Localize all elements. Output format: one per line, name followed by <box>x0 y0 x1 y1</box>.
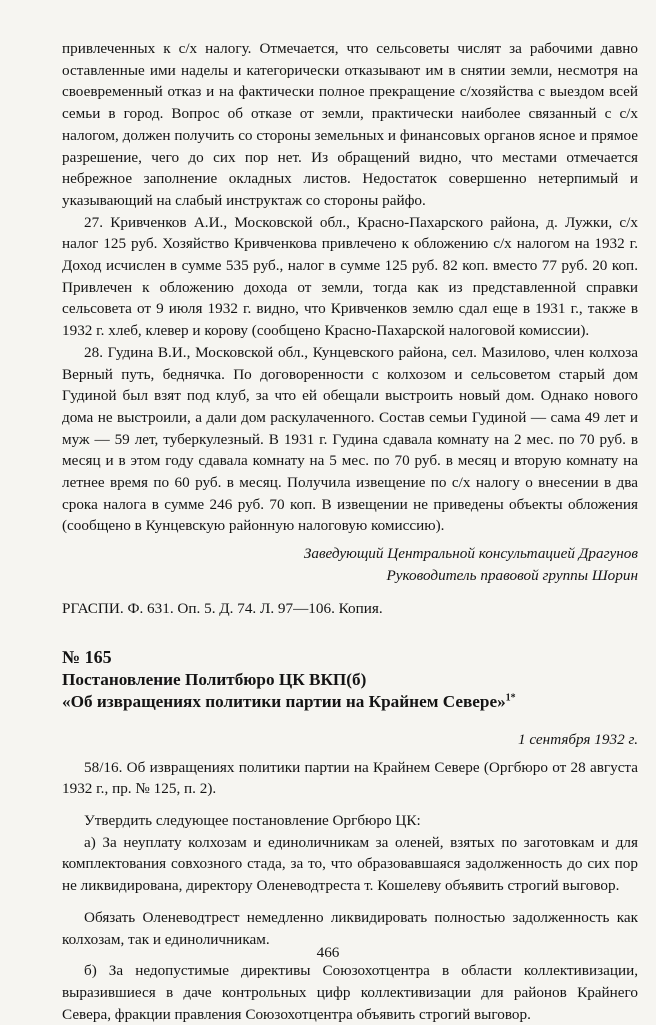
approve-statement: Утвердить следующее постановление Оргбюро ЦК: <box>84 811 421 829</box>
document-title-line-1: Постановление Политбюро ЦК ВКП(б) <box>62 669 367 689</box>
document-title-text: «Об извращениях политики партии на Крайнем Севере» <box>62 691 506 711</box>
footnote-mark: 1* <box>505 692 516 704</box>
document-title-line-2 <box>62 691 638 713</box>
paragraph-item-27: 27. Кривченков А.И., Московской обл., Красно-Пахарского района, д. Лужки, с/х налог 125 руб. Хозяйство Кривченкова привлечено к обложению с/х налогом на 1932 г. Доход исчислен в сумме 535 руб., налог в сумме 125 руб. 82 коп. вместо 77 руб. 20 коп. Привлечен к обложению дохода от земли, тогда как из представленной справки сельсовета от 9 июля 1932 г. видно, что Кривченков землю сдал еще в 1931 г., также в 1932 г. хлеб, клевер и корову (сообщено Красно-Пахарской налоговой комиссии). <box>62 213 638 340</box>
document-page <box>62 38 638 1025</box>
document-number: № 165 <box>62 646 112 667</box>
document-date: 1 сентября 1932 г. <box>517 730 638 748</box>
archive-source: РГАСПИ. Ф. 631. Оп. 5. Д. 74. Л. 97—106. Копия. <box>62 600 383 618</box>
paragraph-item-28: 28. Гудина В.И., Московской обл., Кунцевского района, сел. Мазилово, член колхоза Верный путь, беднячка. По договоренности с колхозом и сельсоветом старый дом Гудиной был взят под клуб, за что ей обещали выстроить новый дом. Однако нового дома не выстроили, а дали дом раскулаченного. Состав семьи Гудиной — сама 49 лет и муж — 59 лет, туберкулезный. В 1931 г. Гудина сдавала комнату на 2 мес. по 70 руб. в месяц и в этом году сдавала комнату на 5 мес. по 70 руб. в месяц и вторую комнату на летнее время по 60 руб. в месяц. Получила извещение по с/х налогу о внесении в два срока налога в сумме 246 руб. 70 коп. В извещении не приведены объекты обложения (сообщено в Кунцевскую районную налоговую комиссию). <box>62 343 638 535</box>
item-a: а) За неуплату колхозам и единоличникам за оленей, взятых по заготовкам и для комплектования совхозного стада, за то, что образовавшаяся задолженность до сих пор не ликвидирована, директору Оленеводтреста т. Кошелеву объявить строгий выговор. <box>62 833 638 895</box>
page-number: 466 <box>316 944 340 961</box>
signature-dragunov: Заведующий Центральной консультацией Драгунов <box>303 545 638 563</box>
paragraph-continuation: привлеченных к с/х налогу. Отмечается, что сельсоветы числят за рабочими давно оставленные ими наделы и категорически отказывают им в снятии земли, несмотря на своевременный отказ и на фактически полное прекращение с/хозяйства с выездом всей семьи в город. Вопрос об отказе от земли, практически наиболее связанный с с/х налогом, должен получить со стороны земельных и финансовых органов ясное и прямое разрешение, чего до сих пор нет. Из обращений видно, что местами отмечается небрежное заполнение окладных листов. Недостаток совершенно нетерпимый и указывающий на слабый инструктаж со стороны райфо. <box>62 40 638 209</box>
signature-shorin: Руководитель правовой группы Шорин <box>386 566 638 584</box>
resolution-reference: 58/16. Об извращениях политики партии на Крайнем Севере (Оргбюро от 28 августа 1932 г., пр. № 125, п. 2). <box>62 758 638 798</box>
oblige-statement: Обязать Оленеводтрест немедленно ликвидировать полностью задолженность как колхозам, так и единоличникам. <box>62 908 638 948</box>
item-b: б) За недопустимые директивы Союзохотцентра в области коллективизации, выразившиеся в даче контрольных цифр коллективизации для районов Крайнего Севера, фракции правления Союзохотцентра объявить строгий выговор. <box>62 962 638 1023</box>
